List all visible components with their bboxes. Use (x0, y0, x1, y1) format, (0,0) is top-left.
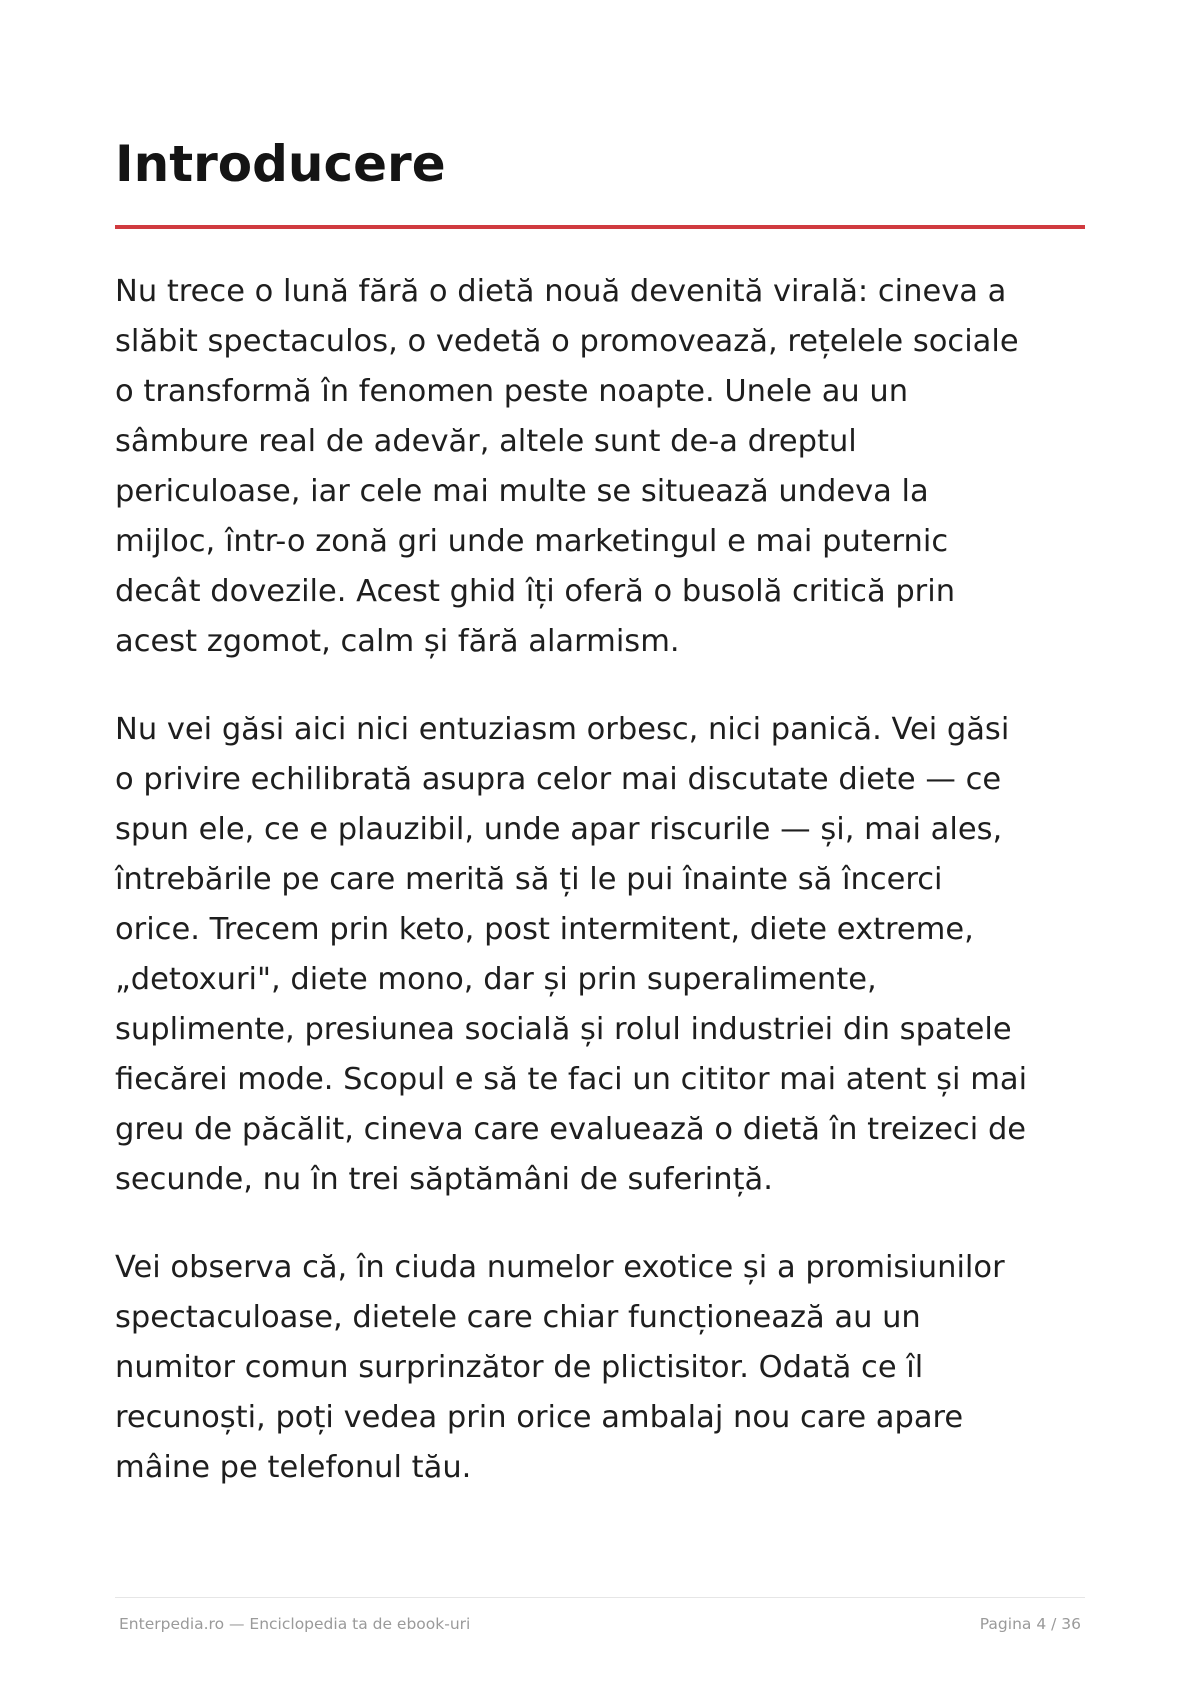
text-line: Nu trece o lună fără o dietă nouă devenită virală: cineva a (115, 274, 1007, 309)
text-line: periculoase, iar cele mai multe se situează undeva la (115, 474, 929, 509)
text-line: „detoxuri", diete mono, dar și prin superalimente, (115, 962, 877, 997)
footer-divider (115, 1597, 1085, 1598)
text-line: secunde, nu în trei săptămâni de suferință. (115, 1162, 773, 1197)
text-line: greu de păcălit, cineva care evaluează o dietă în treizeci de (115, 1112, 1027, 1147)
text-line: întrebările pe care merită să ți le pui înainte să încerci (115, 862, 943, 897)
text-line: mâine pe telefonul tău. (115, 1450, 472, 1485)
text-line: fiecărei mode. Scopul e să te faci un cititor mai atent și mai (115, 1062, 1028, 1097)
text-line: acest zgomot, calm și fără alarmism. (115, 624, 680, 659)
paragraph-1 (115, 267, 1085, 667)
text-line: spectaculoase, dietele care chiar funcționează au un (115, 1300, 921, 1335)
text-line: Vei observa că, în ciuda numelor exotice și a promisiunilor (115, 1250, 1005, 1285)
text-line: slăbit spectaculos, o vedetă o promovează, rețelele sociale (115, 324, 1019, 359)
text-line: numitor comun surprinzător de plictisitor. Odată ce îl (115, 1350, 924, 1385)
text-line: sâmbure real de adevăr, altele sunt de-a dreptul (115, 424, 857, 459)
text-line: decât dovezile. Acest ghid îți oferă o busolă critică prin (115, 574, 956, 609)
text-line: o transformă în fenomen peste noapte. Unele au un (115, 374, 909, 409)
text-line: orice. Trecem prin keto, post intermitent, diete extreme, (115, 912, 974, 947)
footer-site-name: Enterpedia.ro — Enciclopedia ta de ebook-uri (119, 1615, 471, 1633)
text-line: Nu vei găsi aici nici entuziasm orbesc, nici panică. Vei găsi (115, 712, 1010, 747)
footer-page-number: Pagina 4 / 36 (979, 1615, 1081, 1633)
text-line: suplimente, presiunea socială și rolul industriei din spatele (115, 1012, 1012, 1047)
text-line: spun ele, ce e plauzibil, unde apar riscurile — și, mai ales, (115, 812, 1003, 847)
paragraph-3 (115, 1243, 1085, 1493)
page-title: Introducere (115, 135, 446, 193)
text-line: mijloc, într-o zonă gri unde marketingul e mai puternic (115, 524, 949, 559)
text-line: recunoști, poți vedea prin orice ambalaj nou care apare (115, 1400, 964, 1435)
body-text (115, 267, 1085, 1531)
text-line: o privire echilibrată asupra celor mai discutate diete — ce (115, 762, 1002, 797)
paragraph-2 (115, 705, 1085, 1205)
title-underline (115, 225, 1085, 229)
